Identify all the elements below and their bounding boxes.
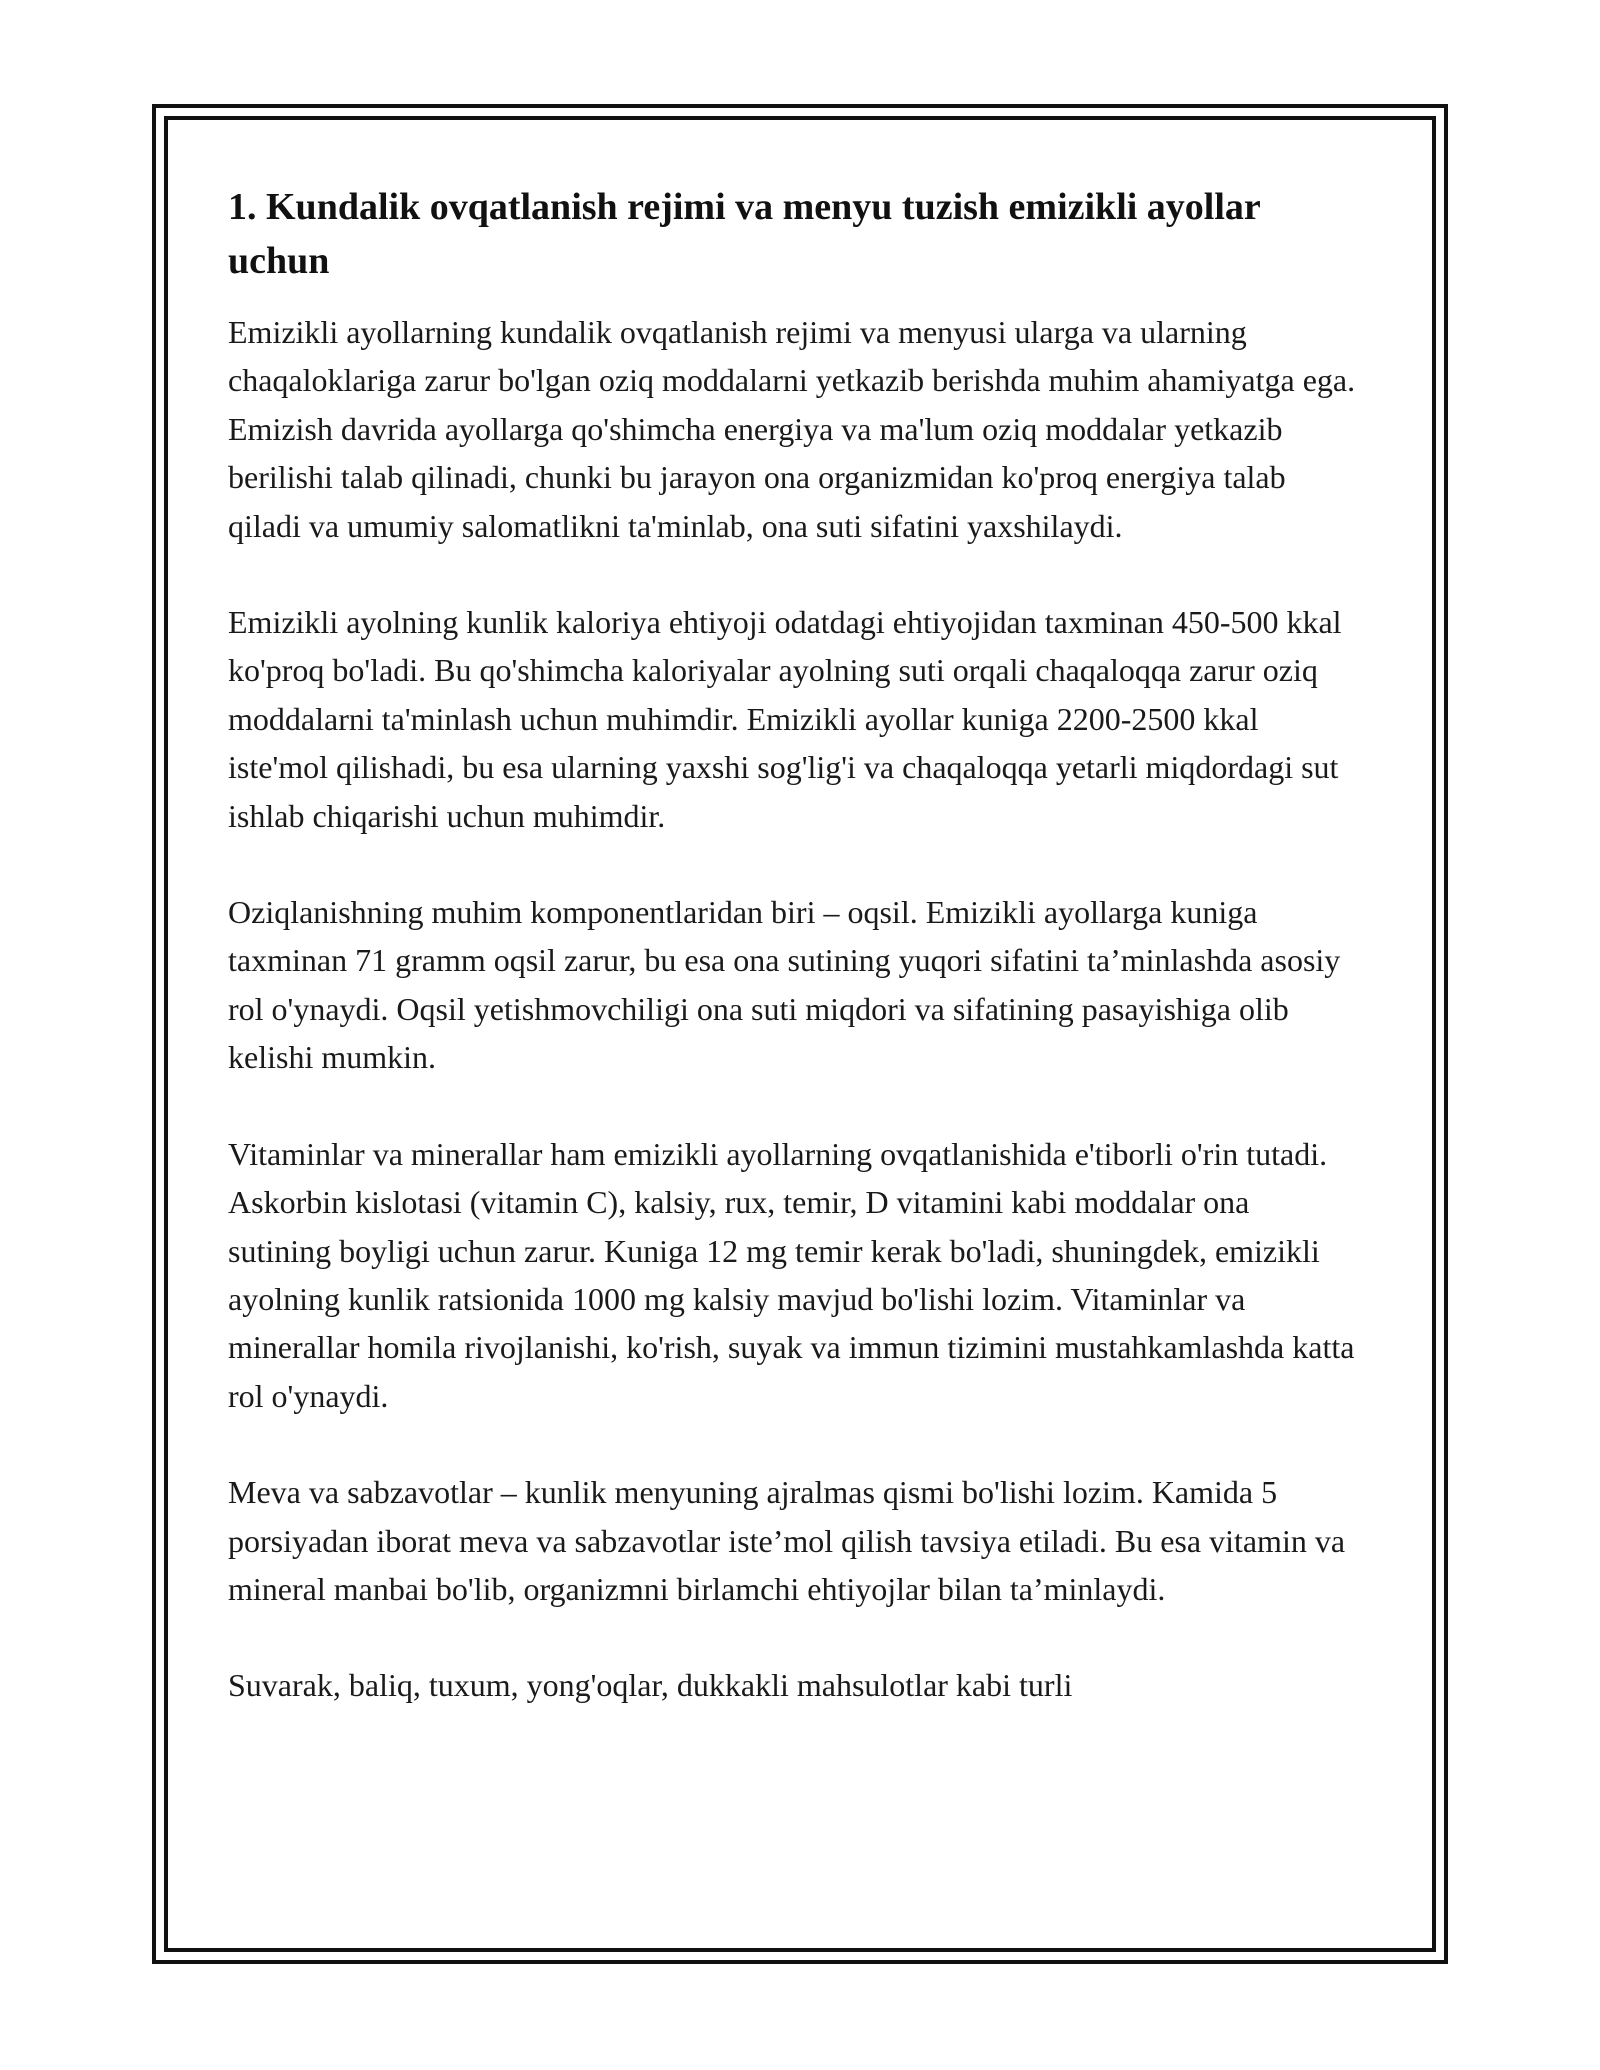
paragraph-vitamins-minerals: Vitaminlar va minerallar ham emizikli ayollarning ovqatlanishida e'tiborli o'rin tutadi. Askorbin kislotasi (vitamin C), kalsiy, rux, temir, D vitamini kabi moddalar ona sutining boyligi uchun zarur. Kuniga 12 mg temir kerak bo'ladi, shuningdek, emizikli ayolning kunlik ratsionida 1000 mg kalsiy mavjud bo'lishi lozim. Vitaminlar va minerallar homila rivojlanishi, ko'rish, suyak va immun tizimini mustahkamlashda katta rol o'ynaydi.: [228, 1135, 1355, 1414]
section-heading: 1. Kundalik ovqatlanish rejimi va menyu tuzish emizikli ayollar uchun: [228, 186, 1261, 282]
document-body: [228, 180, 1358, 1710]
paragraph-fruits-vegetables: Meva va sabzavotlar – kunlik menyuning ajralmas qismi bo'lishi lozim. Kamida 5 porsiyadan iborat meva va sabzavotlar iste’mol qilish tavsiya etiladi. Bu esa vitamin va mineral manbai bo'lib, organizmni birlamchi ehtiyojlar bilan ta’minlaydi.: [228, 1474, 1346, 1607]
page-frame-outer: [152, 104, 1448, 1964]
paragraph-calories: Emizikli ayolning kunlik kaloriya ehtiyoji odatdagi ehtiyojidan taxminan 450-500 kkal ko'proq bo'ladi. Bu qo'shimcha kaloriyalar ayolning suti orqali chaqaloqqa zarur oziq moddalarni ta'minlash uchun muhimdir. Emizikli ayollar kuniga 2200-2500 kkal iste'mol qilishadi, bu esa ularning yaxshi sog'lig'i va chaqaloqqa yetarli miqdordagi sut ishlab chiqarishi uchun muhimdir.: [228, 604, 1342, 834]
paragraph-protein-sources: Suvarak, baliq, tuxum, yong'oqlar, dukkakli mahsulotlar kabi turli: [228, 1667, 1073, 1704]
paragraph-protein: Oziqlanishning muhim komponentlaridan biri – oqsil. Emizikli ayollarga kuniga taxminan 71 gramm oqsil zarur, bu esa ona sutining yuqori sifatini ta’minlashda asosiy rol o'ynaydi. Oqsil yetishmovchiligi ona suti miqdori va sifatining pasayishiga olib kelishi mumkin.: [228, 894, 1341, 1076]
paragraph-intro: Emizikli ayollarning kundalik ovqatlanish rejimi va menyusi ularga va ularning chaqaloklariga zarur bo'lgan oziq moddalarni yetkazib berishda muhim ahamiyatga ega. Emizish davrida ayollarga qo'shimcha energiya va ma'lum oziq moddalar yetkazib berilishi talab qilinadi, chunki bu jarayon ona organizmidan ko'proq energiya talab qiladi va umumiy salomatlikni ta'minlab, ona suti sifatini yaxshilaydi.: [228, 314, 1356, 544]
